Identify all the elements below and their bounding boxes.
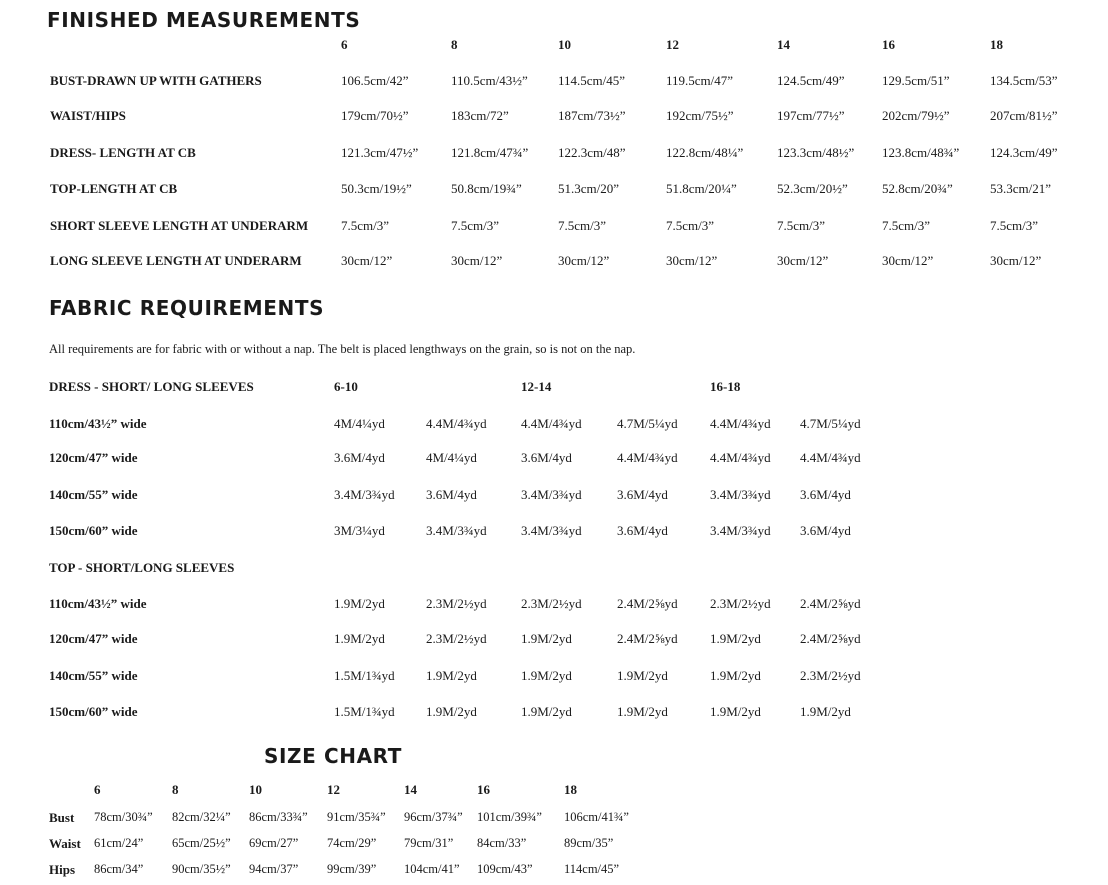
row-label: Waist [49, 836, 81, 851]
size-header: 16 [882, 37, 895, 52]
table-cell: 183cm/72” [451, 108, 509, 123]
table-cell: 2.3M/2½yd [710, 596, 771, 611]
table-cell: 106cm/41¾” [564, 810, 629, 824]
table-cell: 78cm/30¾” [94, 810, 153, 824]
table-cell: 7.5cm/3” [990, 218, 1039, 233]
row-label: LONG SLEEVE LENGTH AT UNDERARM [50, 253, 302, 268]
table-cell: 4.7M/5¼yd [800, 416, 861, 431]
table-cell: 3.6M/4yd [617, 523, 668, 538]
table-cell: 1.9M/2yd [334, 596, 385, 611]
table-cell: 4.4M/4¾yd [521, 416, 582, 431]
table-cell: 2.3M/2½yd [521, 596, 582, 611]
row-label: 150cm/60” wide [49, 704, 138, 719]
table-cell: 3.4M/3¾yd [710, 487, 771, 502]
table-cell: 123.3cm/48½” [777, 145, 855, 160]
table-cell: 2.4M/2⅝yd [617, 596, 678, 611]
table-cell: 202cm/79½” [882, 108, 950, 123]
table-cell: 7.5cm/3” [666, 218, 715, 233]
row-label: 140cm/55” wide [49, 668, 138, 683]
dress-section-title: DRESS - SHORT/ LONG SLEEVES [49, 379, 254, 394]
row-label: 110cm/43½” wide [49, 596, 147, 611]
table-cell: 2.4M/2⅝yd [800, 631, 861, 646]
row-label: WAIST/HIPS [50, 108, 126, 123]
table-cell: 84cm/33” [477, 836, 527, 850]
table-cell: 207cm/81½” [990, 108, 1058, 123]
table-cell: 30cm/12” [990, 253, 1042, 268]
size-group-header: 16-18 [710, 379, 741, 394]
table-cell: 1.9M/2yd [617, 704, 668, 719]
table-cell: 106.5cm/42” [341, 73, 409, 88]
table-cell: 1.9M/2yd [521, 704, 572, 719]
table-cell: 3.4M/3¾yd [426, 523, 487, 538]
table-cell: 96cm/37¾” [404, 810, 463, 824]
table-cell: 94cm/37” [249, 862, 299, 876]
table-cell: 7.5cm/3” [777, 218, 826, 233]
size-header: 12 [327, 782, 340, 797]
table-cell: 1.5M/1¾yd [334, 704, 395, 719]
table-cell: 124.3cm/49” [990, 145, 1058, 160]
row-label: 120cm/47” wide [49, 450, 138, 465]
table-cell: 1.9M/2yd [426, 704, 477, 719]
table-cell: 7.5cm/3” [558, 218, 607, 233]
table-cell: 1.9M/2yd [710, 704, 761, 719]
fabric-note: All requirements are for fabric with or without a nap. The belt is placed lengthways on the grain, so is not on the nap. [49, 342, 636, 356]
row-label: DRESS- LENGTH AT CB [50, 145, 196, 160]
table-cell: 134.5cm/53” [990, 73, 1058, 88]
size-group-header: 12-14 [521, 379, 552, 394]
table-cell: 1.9M/2yd [334, 631, 385, 646]
table-cell: 4.4M/4¾yd [710, 450, 771, 465]
table-cell: 3.4M/3¾yd [334, 487, 395, 502]
table-cell: 122.3cm/48” [558, 145, 626, 160]
size-header: 18 [564, 782, 577, 797]
size-header: 12 [666, 37, 679, 52]
row-label: Bust [49, 810, 75, 825]
table-cell: 3.6M/4yd [800, 487, 851, 502]
table-cell: 4.4M/4¾yd [800, 450, 861, 465]
table-cell: 30cm/12” [451, 253, 503, 268]
table-cell: 4M/4¼yd [426, 450, 477, 465]
table-cell: 3.4M/3¾yd [521, 523, 582, 538]
row-label: 140cm/55” wide [49, 487, 138, 502]
table-cell: 90cm/35½” [172, 862, 231, 876]
table-cell: 110.5cm/43½” [451, 73, 528, 88]
table-cell: 1.9M/2yd [710, 668, 761, 683]
table-cell: 2.4M/2⅝yd [800, 596, 861, 611]
table-cell: 53.3cm/21” [990, 181, 1052, 196]
table-cell: 123.8cm/48¾” [882, 145, 960, 160]
size-header: 10 [249, 782, 262, 797]
table-cell: 124.5cm/49” [777, 73, 845, 88]
size-header: 8 [172, 782, 179, 797]
size-group-header: 6-10 [334, 379, 358, 394]
table-cell: 3.6M/4yd [521, 450, 572, 465]
table-cell: 2.3M/2½yd [426, 631, 487, 646]
table-cell: 1.9M/2yd [800, 704, 851, 719]
table-cell: 104cm/41” [404, 862, 460, 876]
table-cell: 179cm/70½” [341, 108, 409, 123]
table-cell: 121.3cm/47½” [341, 145, 419, 160]
table-cell: 114cm/45” [564, 862, 620, 876]
size-header: 16 [477, 782, 490, 797]
table-cell: 197cm/77½” [777, 108, 845, 123]
table-cell: 1.9M/2yd [426, 668, 477, 683]
table-cell: 3.6M/4yd [334, 450, 385, 465]
table-cell: 30cm/12” [666, 253, 718, 268]
row-label: 150cm/60” wide [49, 523, 138, 538]
table-cell: 2.3M/2½yd [426, 596, 487, 611]
top-section-title: TOP - SHORT/LONG SLEEVES [49, 560, 235, 575]
table-cell: 69cm/27” [249, 836, 299, 850]
table-cell: 86cm/33¾” [249, 810, 308, 824]
row-label: TOP-LENGTH AT CB [50, 181, 178, 196]
table-cell: 74cm/29” [327, 836, 377, 850]
row-label: 110cm/43½” wide [49, 416, 147, 431]
table-cell: 4.4M/4¾yd [426, 416, 487, 431]
table-cell: 1.9M/2yd [521, 668, 572, 683]
table-cell: 4.4M/4¾yd [617, 450, 678, 465]
table-cell: 192cm/75½” [666, 108, 734, 123]
size-header: 18 [990, 37, 1003, 52]
table-cell: 109cm/43” [477, 862, 533, 876]
table-cell: 1.5M/1¾yd [334, 668, 395, 683]
size-header: 14 [404, 782, 417, 797]
size-header: 14 [777, 37, 790, 52]
row-label: BUST-DRAWN UP WITH GATHERS [50, 73, 262, 88]
table-cell: 91cm/35¾” [327, 810, 386, 824]
table-cell: 30cm/12” [777, 253, 829, 268]
table-cell: 3.6M/4yd [617, 487, 668, 502]
table-cell: 121.8cm/47¾” [451, 145, 529, 160]
table-cell: 4.4M/4¾yd [710, 416, 771, 431]
table-cell: 61cm/24” [94, 836, 144, 850]
table-cell: 119.5cm/47” [666, 73, 734, 88]
table-cell: 3M/3¼yd [334, 523, 385, 538]
size-header: 6 [341, 37, 348, 52]
table-cell: 51.8cm/20¼” [666, 181, 737, 196]
size-header: 10 [558, 37, 571, 52]
table-cell: 4M/4¼yd [334, 416, 385, 431]
row-label: 120cm/47” wide [49, 631, 138, 646]
finished-measurements-heading: FINISHED MEASUREMENTS [47, 8, 361, 32]
size-chart-heading: SIZE CHART [264, 744, 403, 768]
table-cell: 7.5cm/3” [341, 218, 390, 233]
table-cell: 89cm/35” [564, 836, 614, 850]
table-cell: 30cm/12” [882, 253, 934, 268]
table-cell: 79cm/31” [404, 836, 454, 850]
row-label: SHORT SLEEVE LENGTH AT UNDERARM [50, 218, 309, 233]
table-cell: 7.5cm/3” [882, 218, 931, 233]
table-cell: 50.8cm/19¾” [451, 181, 522, 196]
table-cell: 30cm/12” [341, 253, 393, 268]
table-cell: 187cm/73½” [558, 108, 626, 123]
table-cell: 52.3cm/20½” [777, 181, 848, 196]
table-cell: 1.9M/2yd [617, 668, 668, 683]
table-cell: 52.8cm/20¾” [882, 181, 953, 196]
size-header: 6 [94, 782, 101, 797]
table-cell: 65cm/25½” [172, 836, 231, 850]
table-cell: 129.5cm/51” [882, 73, 950, 88]
table-cell: 99cm/39” [327, 862, 377, 876]
table-cell: 7.5cm/3” [451, 218, 500, 233]
table-cell: 3.4M/3¾yd [710, 523, 771, 538]
size-header: 8 [451, 37, 458, 52]
table-cell: 30cm/12” [558, 253, 610, 268]
table-cell: 101cm/39¾” [477, 810, 542, 824]
table-cell: 1.9M/2yd [710, 631, 761, 646]
table-cell: 1.9M/2yd [521, 631, 572, 646]
table-cell: 51.3cm/20” [558, 181, 620, 196]
table-cell: 86cm/34” [94, 862, 144, 876]
table-cell: 2.4M/2⅝yd [617, 631, 678, 646]
table-cell: 3.6M/4yd [426, 487, 477, 502]
table-cell: 4.7M/5¼yd [617, 416, 678, 431]
table-cell: 3.4M/3¾yd [521, 487, 582, 502]
table-cell: 114.5cm/45” [558, 73, 626, 88]
fabric-requirements-heading: FABRIC REQUIREMENTS [49, 296, 325, 320]
table-cell: 3.6M/4yd [800, 523, 851, 538]
table-cell: 2.3M/2½yd [800, 668, 861, 683]
table-cell: 122.8cm/48¼” [666, 145, 744, 160]
row-label: Hips [49, 862, 76, 877]
table-cell: 50.3cm/19½” [341, 181, 412, 196]
table-cell: 82cm/32¼” [172, 810, 231, 824]
